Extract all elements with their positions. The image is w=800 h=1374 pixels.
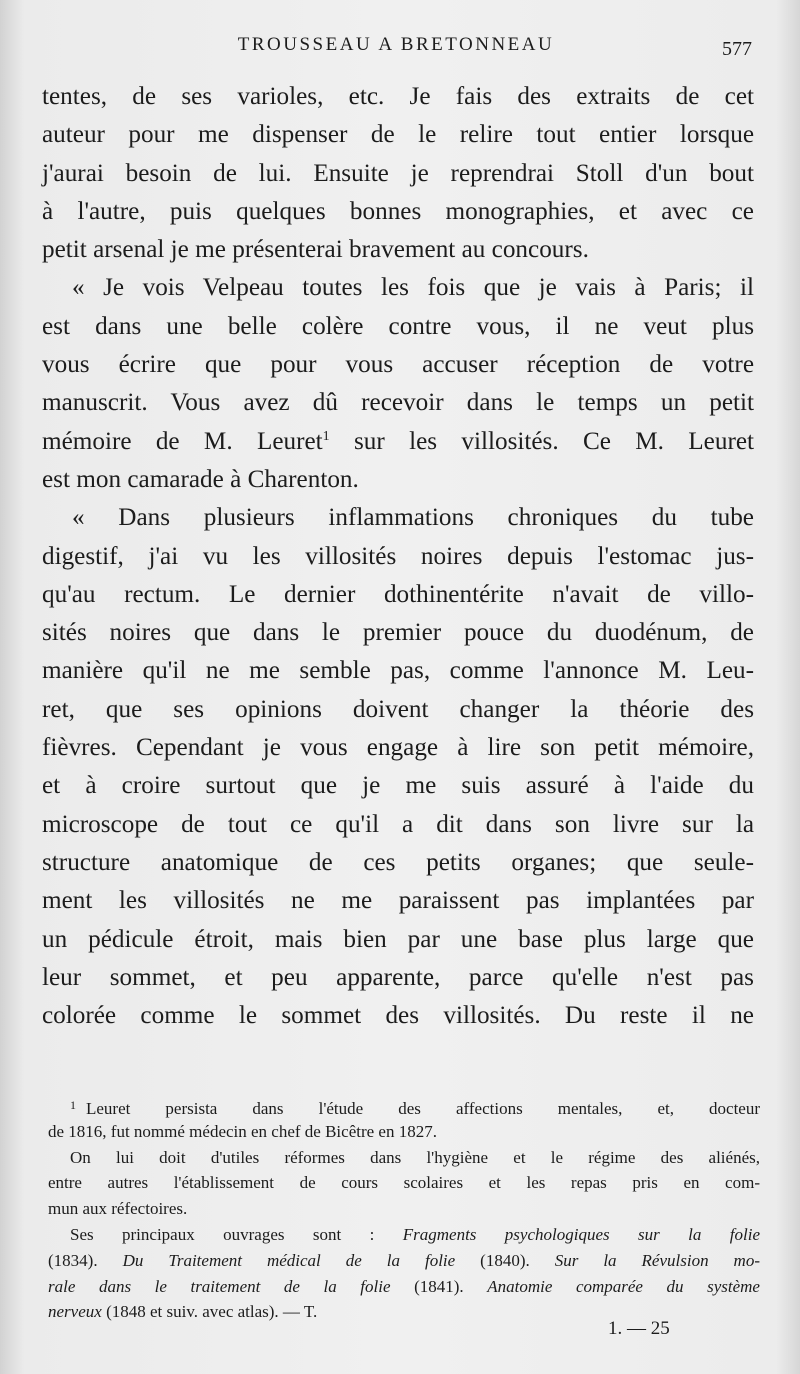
text-line: leur sommet, et peu apparente, parce qu'elle n'est pas <box>42 963 754 991</box>
footnote-text: (1848 et suiv. avec atlas). — T. <box>101 1302 318 1322</box>
text-line: vous écrire que pour vous accuser réception de votre <box>42 351 754 379</box>
text-line: « Dans plusieurs inflammations chroniques du tube <box>72 504 754 532</box>
footnote-text: Ses principaux ouvrages sont : <box>70 1224 403 1244</box>
text-line-with-footnote <box>42 423 754 461</box>
footnote-line <box>48 1248 760 1274</box>
footnotes <box>48 1093 760 1325</box>
text-line: est dans une belle colère contre vous, il ne veut plus <box>42 312 754 340</box>
text-line: microscope de tout ce qu'il a dit dans son livre sur la <box>42 810 754 838</box>
text-line: manière qu'il ne me semble pas, comme l'annonce M. Leu- <box>42 657 754 685</box>
footnote-line: entre autres l'établissement de cours scolaires et les repas pris en com- <box>48 1173 760 1193</box>
text-line: digestif, j'ai vu les villosités noires depuis l'estomac jus- <box>42 542 754 570</box>
text-line: fièvres. Cependant je vous engage à lire son petit mémoire, <box>42 734 754 762</box>
text-line: structure anatomique de ces petits organes; que seule- <box>42 848 754 876</box>
text-line: j'aurai besoin de lui. Ensuite je reprendrai Stoll d'un bout <box>42 159 754 187</box>
footnote-text: (1834). <box>48 1250 123 1270</box>
book-title: Du Traitement médical de la folie <box>122 1250 456 1270</box>
book-title: Sur la Révulsion mo- <box>554 1250 760 1270</box>
text-line: petit arsenal je me présenterai bravement au concours. <box>42 236 589 264</box>
footnote-text: (1841). <box>390 1276 488 1296</box>
text-line: tentes, de ses varioles, etc. Je fais des extraits de cet <box>42 83 754 110</box>
text-line: un pédicule étroit, mais bien par une base plus large que <box>42 925 754 953</box>
footnote-line <box>48 1222 760 1248</box>
text-line: et à croire surtout que je me suis assuré à l'aide du <box>42 772 754 800</box>
body-text <box>42 78 754 1035</box>
text-line: ret, que ses opinions doivent changer la théorie des <box>42 695 754 723</box>
footnote-line: On lui doit d'utiles réformes dans l'hygiène et le régime des aliénés, <box>70 1147 760 1167</box>
text-segment: sur les villosités. Ce M. Leuret <box>354 427 755 455</box>
book-title: rale dans le traitement de la folie <box>48 1276 391 1296</box>
footnote-text: (1840). <box>455 1250 555 1270</box>
text-line: colorée comme le sommet des villosités. Du reste il ne <box>42 1002 754 1030</box>
book-title: Fragments psychologiques sur la folie <box>402 1224 760 1244</box>
page-header <box>40 34 752 64</box>
text-line: « Je vois Velpeau toutes les fois que je vais à Paris; il <box>72 274 754 302</box>
footnote-line <box>48 1093 760 1119</box>
text-line: à l'autre, puis quelques bonnes monographies, et avec ce <box>42 197 754 225</box>
footnote-mark: 1 <box>70 1098 76 1112</box>
page-number: 577 <box>722 38 752 60</box>
footnote-line: mun aux réfectoires. <box>48 1199 188 1219</box>
footnote-line <box>48 1274 760 1300</box>
text-line: ment les villosités ne me paraissent pas implantées par <box>42 887 754 915</box>
text-line: manuscrit. Vous avez dû recevoir dans le temps un petit <box>42 389 754 417</box>
footnote-text: Leuret persista dans l'étude des affections mentales, et, docteur <box>86 1099 760 1118</box>
footnote-line: de 1816, fut nommé médecin en chef de Bicêtre en 1827. <box>48 1121 437 1141</box>
text-line: est mon camarade à Charenton. <box>42 465 359 493</box>
running-title: TROUSSEAU A BRETONNEAU <box>237 34 555 55</box>
text-line: sités noires que dans le premier pouce du duodénum, de <box>42 619 754 647</box>
text-line: qu'au rectum. Le dernier dothinentérite n'avait de villo- <box>42 580 754 608</box>
book-title: nerveux <box>48 1302 102 1322</box>
book-title: Anatomie comparée du système <box>487 1276 760 1296</box>
text-line: auteur pour me dispenser de le relire tout entier lorsque <box>42 121 754 149</box>
text-segment: mémoire de M. Leuret <box>42 427 323 455</box>
footnote-reference: 1 <box>322 428 330 444</box>
signature-mark: 1. — 25 <box>608 1318 670 1339</box>
